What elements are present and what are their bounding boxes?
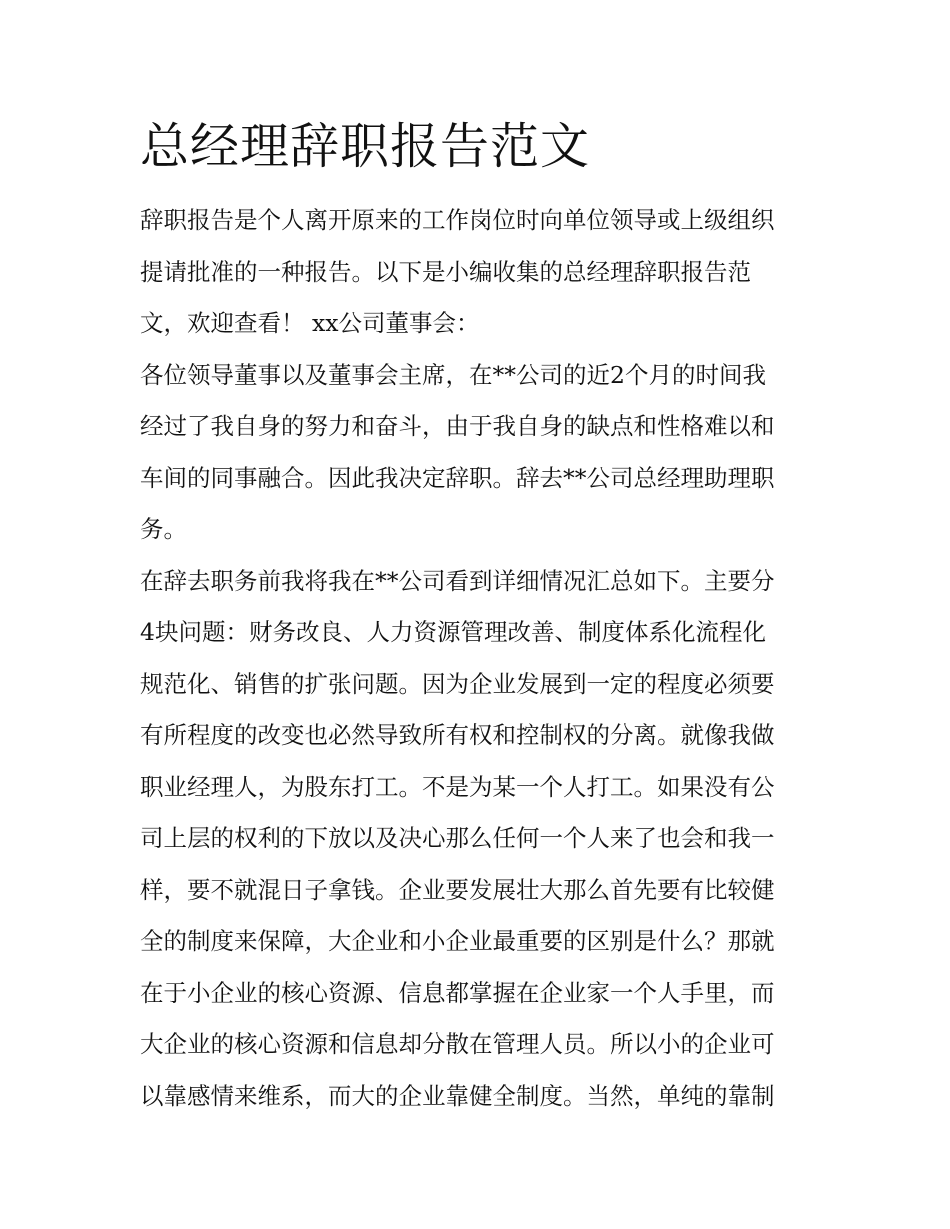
page-title: 总经理辞职报告范文 [140, 118, 591, 175]
text-line: 规范化、销售的扩张问题。因为企业发展到一定的程度必须要 [140, 669, 775, 698]
text-line: 大企业的核心资源和信息却分散在管理人员。所以小的企业可 [140, 1030, 775, 1058]
text-line: 司上层的权利的下放以及决心那么任何一个人来了也会和我一 [140, 824, 775, 852]
text-line: 文，欢迎查看！ xx公司董事会： [140, 309, 480, 337]
text-line: 各位领导董事以及董事会主席，在**公司的近2个月的时间我 [140, 360, 766, 389]
body-text [140, 195, 812, 1122]
text-line: 在于小企业的核心资源、信息都掌握在企业家一个人手里，而 [140, 978, 775, 1007]
text-line: 车间的同事融合。因此我决定辞职。辞去**公司总经理助理职 [140, 463, 775, 492]
text-line: 有所程度的改变也必然导致所有权和控制权的分离。就像我做 [140, 721, 775, 749]
text-line: 在辞去职务前我将我在**公司看到详细情况汇总如下。主要分 [140, 566, 775, 595]
text-line: 辞职报告是个人离开原来的工作岗位时向单位领导或上级组织 [140, 206, 775, 234]
text-line: 4块问题：财务改良、人力资源管理改善、制度体系化流程化 [140, 618, 766, 646]
text-line: 职业经理人，为股东打工。不是为某一个人打工。如果没有公 [140, 772, 775, 801]
text-line: 以靠感情来维系，而大的企业靠健全制度。当然，单纯的靠制 [140, 1081, 775, 1110]
text-line: 样，要不就混日子拿钱。企业要发展壮大那么首先要有比较健 [140, 875, 775, 904]
text-line: 全的制度来保障，大企业和小企业最重要的区别是什么？那就 [140, 927, 775, 955]
text-line: 务。 [140, 515, 187, 543]
text-line: 经过了我自身的努力和奋斗，由于我自身的缺点和性格难以和 [140, 412, 775, 440]
text-line: 提请批准的一种报告。以下是小编收集的总经理辞职报告范 [140, 257, 751, 286]
